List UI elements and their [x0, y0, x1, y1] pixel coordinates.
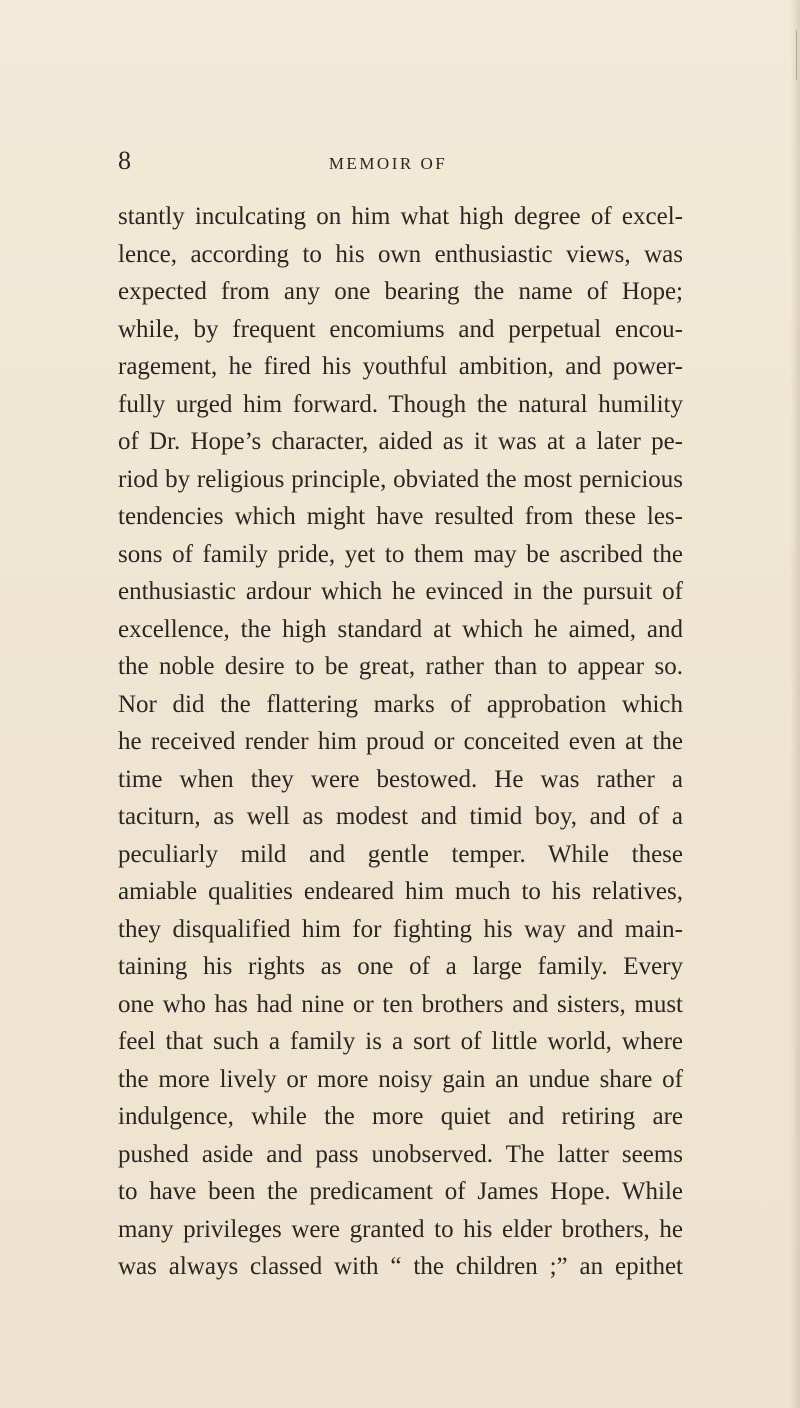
running-head: MEMOIR OF — [328, 154, 448, 173]
text-line: enthusiastic ardour which he evinced in the pursuit of — [118, 578, 683, 605]
text-line: to have been the predicament of James Hope. While — [118, 1178, 683, 1205]
text-line: Nor did the flattering marks of approbation which — [118, 690, 683, 718]
text-line: lence, according to his own enthusiastic views, was — [118, 240, 683, 268]
text-line: peculiarly mild and gentle temper. While these — [118, 840, 683, 868]
text-line: expected from any one bearing the name of Hope; — [118, 278, 683, 305]
text-line: pushed aside and pass unobserved. The latter seems — [118, 1140, 683, 1168]
page-number: 8 — [118, 146, 131, 175]
text-line: the noble desire to be great, rather than to appear so. — [118, 653, 683, 680]
text-line: ragement, he fired his youthful ambition, and power- — [118, 353, 683, 380]
text-line: was always classed with “ the children ;” an epithet — [118, 1253, 683, 1280]
text-line: the more lively or more noisy gain an undue share of — [118, 1065, 683, 1093]
text-line: taciturn, as well as modest and timid boy, and of a — [118, 803, 683, 830]
text-line: sons of family pride, yet to them may be ascribed the — [118, 540, 683, 568]
text-line: he received render him proud or conceited even at the — [118, 728, 683, 755]
text-line: excellence, the high standard at which he aimed, and — [118, 615, 683, 643]
body-text — [118, 198, 683, 1286]
text-line: riod by religious principle, obviated the most pernicious — [118, 465, 683, 493]
page-edge-shadow — [790, 0, 800, 1408]
page-edge-mark — [796, 30, 797, 80]
text-line: they disqualified him for fighting his way and main- — [118, 915, 683, 943]
text-line: one who has had nine or ten brothers and sisters, must — [118, 990, 683, 1018]
text-line: many privileges were granted to his elder brothers, he — [118, 1215, 683, 1243]
text-line: amiable qualities endeared him much to his relatives, — [118, 878, 683, 905]
text-line: of Dr. Hope’s character, aided as it was at a later pe- — [118, 428, 683, 455]
text-line: fully urged him forward. Though the natural humility — [118, 390, 683, 418]
text-line: tendencies which might have resulted from these les- — [118, 503, 683, 530]
text-line: time when they were bestowed. He was rather a — [118, 765, 683, 793]
text-line: stantly inculcating on him what high degree of excel- — [118, 203, 683, 230]
text-line: while, by frequent encomiums and perpetual encou- — [118, 315, 683, 343]
text-line: indulgence, while the more quiet and retiring are — [118, 1103, 683, 1130]
page-header — [118, 146, 658, 176]
text-line: feel that such a family is a sort of little world, where — [118, 1028, 683, 1055]
text-line: taining his rights as one of a large family. Every — [118, 953, 683, 980]
